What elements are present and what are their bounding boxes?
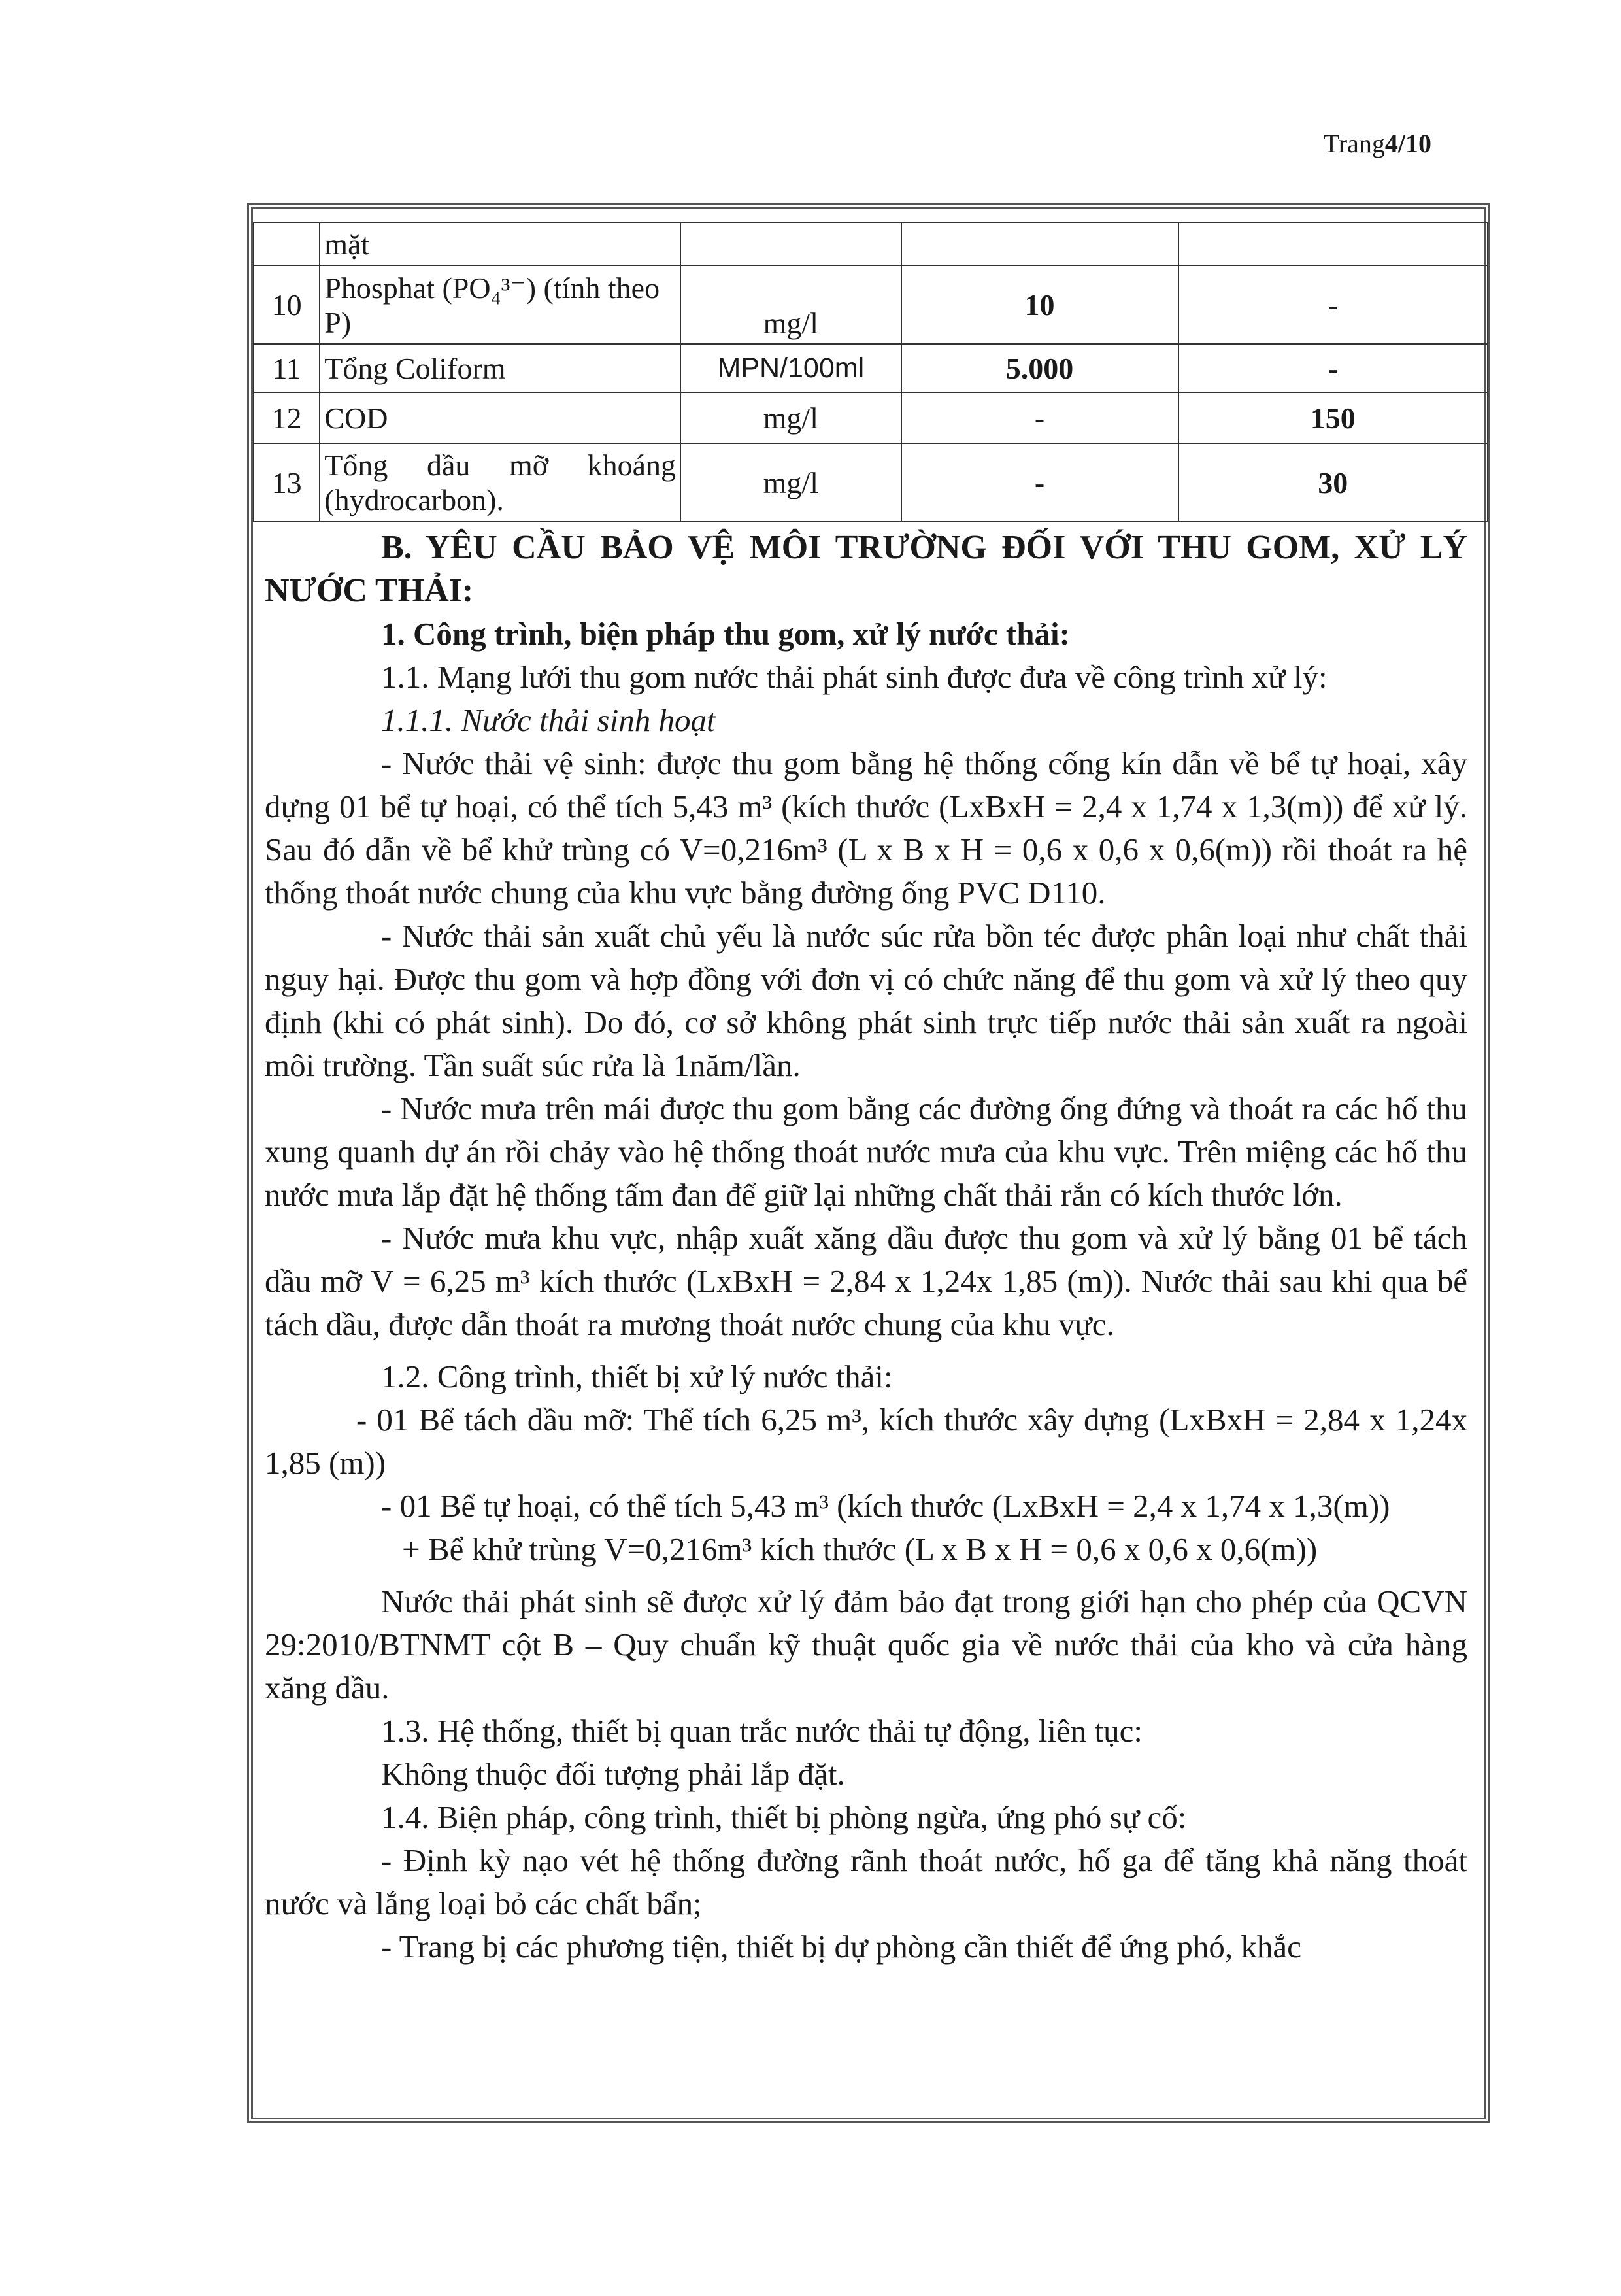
paragraph-1-2-c: + Bể khử trùng V=0,216m³ kích thước (L x B x H = 0,6 x 0,6 x 0,6(m)) xyxy=(402,1531,1318,1567)
paragraph-1-2-b: - 01 Bể tự hoại, có thể tích 5,43 m³ (kích thước (LxBxH = 2,4 x 1,74 x 1,3(m)) xyxy=(381,1488,1390,1524)
paragraph-san-xuat: - Nước thải sản xuất chủ yếu là nước súc rửa bồn téc được phân loại như chất thải nguy hại. Được thu gom và hợp đồng với đơn vị có chức năng để thu gom và xử lý theo quy định (khi có phát sinh). Do đó, cơ sở không phát sinh trực tiếp nước thải sản xuất ra ngoài môi trường. Tần suất súc rửa là 1năm/lần. xyxy=(265,918,1467,1083)
table-row xyxy=(254,443,1488,522)
row-number: 13 xyxy=(254,443,320,522)
section-b-content xyxy=(253,522,1484,1968)
limit-b: 150 xyxy=(1178,392,1488,443)
table-row xyxy=(254,392,1488,443)
table-row xyxy=(254,344,1488,392)
limit-b: - xyxy=(1178,265,1488,344)
parameter-unit xyxy=(680,222,901,265)
paragraph-1-3-a: Không thuộc đối tượng phải lắp đặt. xyxy=(381,1756,845,1792)
parameter-unit: mg/l xyxy=(680,392,901,443)
limit-a xyxy=(901,222,1178,265)
limit-b: - xyxy=(1178,344,1488,392)
page-number-prefix: Trang xyxy=(1323,129,1385,158)
paragraph-1-1: 1.1. Mạng lưới thu gom nước thải phát sinh được đưa về công trình xử lý: xyxy=(381,659,1328,695)
paragraph-mua-khu-vuc: - Nước mưa khu vực, nhập xuất xăng dầu được thu gom và xử lý bằng 01 bể tách dầu mỡ V = 6,25 m³ kích thước (LxBxH = 2,84 x 1,24x 1,85 (m)). Nước thải sau khi qua bể tách dầu, được dẫn thoát ra mương thoát nước chung của khu vực. xyxy=(265,1220,1467,1342)
table-row xyxy=(254,265,1488,344)
limit-b: 30 xyxy=(1178,443,1488,522)
paragraph-1-4-a: - Định kỳ nạo vét hệ thống đường rãnh thoát nước, hố ga để tăng khả năng thoát nước và lắng loại bỏ các chất bẩn; xyxy=(265,1842,1467,1921)
parameter-unit: MPN/100ml xyxy=(680,344,901,392)
parameter-name: Tổng dầu mỡ khoáng (hydrocarbon). xyxy=(320,443,680,522)
parameter-name: Phosphat (PO₄³⁻) (tính theo P) xyxy=(320,265,680,344)
paragraph-1-4: 1.4. Biện pháp, công trình, thiết bị phòng ngừa, ứng phó sự cố: xyxy=(381,1799,1187,1835)
paragraph-ve-sinh: - Nước thải vệ sinh: được thu gom bằng hệ thống cống kín dẫn về bể tự hoại, xây dựng 01 bể tự hoại, có thể tích 5,43 m³ (kích thước (LxBxH = 2,4 x 1,74 x 1,3(m)) để xử lý. Sau đó dẫn về bể khử trùng có V=0,216m³ (L x B x H = 0,6 x 0,6 x 0,6(m)) rồi thoát ra hệ thống thoát nước chung của khu vực bằng đường ống PVC D110. xyxy=(265,745,1467,911)
document-frame xyxy=(247,203,1490,2123)
row-number: 12 xyxy=(254,392,320,443)
paragraph-1-1-1: 1.1.1. Nước thải sinh hoạt xyxy=(381,702,716,738)
parameter-unit: mg/l xyxy=(680,265,901,344)
heading-1: 1. Công trình, biện pháp thu gom, xử lý nước thải: xyxy=(381,616,1070,652)
paragraph-1-4-b: - Trang bị các phương tiện, thiết bị dự phòng cần thiết để ứng phó, khắc xyxy=(381,1929,1301,1965)
row-number: 10 xyxy=(254,265,320,344)
parameter-name: mặt xyxy=(320,222,680,265)
row-number xyxy=(254,222,320,265)
page-number-value: 4/10 xyxy=(1384,129,1431,158)
paragraph-1-2: 1.2. Công trình, thiết bị xử lý nước thải: xyxy=(381,1359,893,1394)
paragraph-1-3: 1.3. Hệ thống, thiết bị quan trắc nước thải tự động, liên tục: xyxy=(381,1713,1143,1749)
limit-a: 10 xyxy=(901,265,1178,344)
limit-b xyxy=(1178,222,1488,265)
parameter-name: Tổng Coliform xyxy=(320,344,680,392)
row-number: 11 xyxy=(254,344,320,392)
paragraph-qcvn: Nước thải phát sinh sẽ được xử lý đảm bảo đạt trong giới hạn cho phép của QCVN 29:2010/BTNMT cột B – Quy chuẩn kỹ thuật quốc gia về nước thải của kho và cửa hàng xăng dầu. xyxy=(265,1583,1467,1706)
paragraph-1-2-a: - 01 Bể tách dầu mỡ: Thể tích 6,25 m³, kích thước xây dựng (LxBxH = 2,84 x 1,24x 1,85 (m)) xyxy=(265,1402,1467,1481)
table-row xyxy=(254,222,1488,265)
section-title: B. YÊU CẦU BẢO VỆ MÔI TRƯỜNG ĐỐI VỚI THU GOM, XỬ LÝ NƯỚC THẢI: xyxy=(265,529,1467,609)
limit-a: - xyxy=(901,443,1178,522)
limit-a: - xyxy=(901,392,1178,443)
page-number xyxy=(1324,128,1431,159)
parameters-table xyxy=(253,222,1488,522)
parameter-name: COD xyxy=(320,392,680,443)
parameter-unit: mg/l xyxy=(680,443,901,522)
paragraph-mua-mai: - Nước mưa trên mái được thu gom bằng các đường ống đứng và thoát ra các hố thu xung quanh dự án rồi chảy vào hệ thống thoát nước mưa của khu vực. Trên miệng các hố thu nước mưa lắp đặt hệ thống tấm đan để giữ lại những chất thải rắn có kích thước lớn. xyxy=(265,1090,1467,1213)
limit-a: 5.000 xyxy=(901,344,1178,392)
